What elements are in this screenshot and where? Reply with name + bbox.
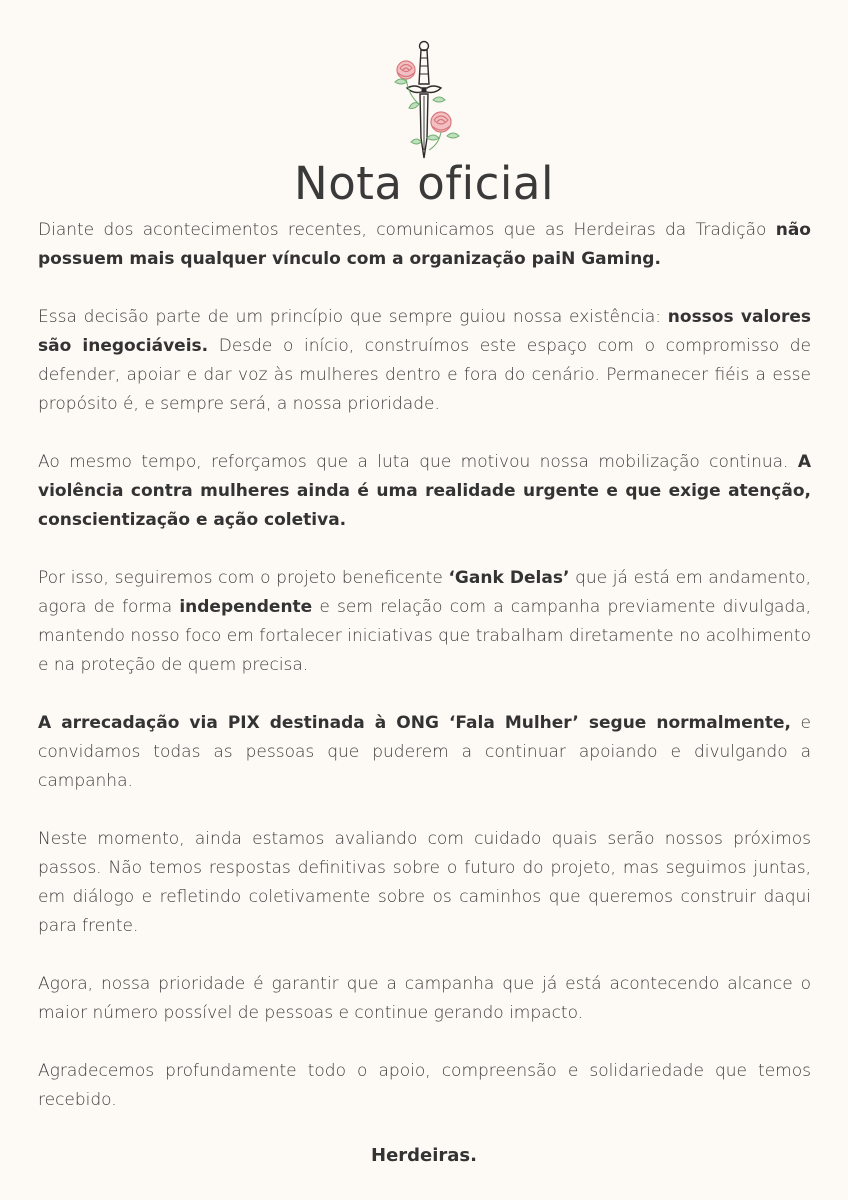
paragraph — [38, 303, 811, 419]
text-segment: Desde o início, construímos este espaço com o compromisso de defender, apoiar e dar voz às mulheres dentro e fora do cenário. Permanecer fiéis a esse propósito é, e sempre será, a nossa prioridade. — [38, 336, 811, 414]
paragraph — [38, 709, 811, 796]
paragraph — [38, 1057, 811, 1115]
emblem-drawing — [383, 38, 467, 164]
signature: Herdeiras. — [371, 1145, 477, 1166]
text-segment: Diante dos acontecimentos recentes, comunicamos que as Herdeiras da Tradição — [38, 220, 776, 240]
paragraph — [38, 970, 811, 1028]
text-segment: Ao mesmo tempo, reforçamos que a luta que motivou nossa mobilização continua. — [38, 452, 798, 472]
paragraph — [38, 216, 811, 274]
text-segment-bold: A violência contra mulheres ainda é uma realidade urgente e que exige atenção, conscientização e ação coletiva. — [38, 452, 811, 530]
text-segment-bold: nossos valores são inegociáveis. — [38, 307, 812, 356]
text-segment: e convidamos todas as pessoas que puderem a continuar apoiando e divulgando a campanha. — [38, 713, 811, 791]
text-segment-bold: não possuem mais qualquer vínculo com a organização paiN Gaming. — [38, 220, 811, 269]
dagger-with-roses-icon — [383, 38, 467, 164]
text-segment: Agradecemos profundamente todo o apoio, compreensão e solidariedade que temos recebido. — [38, 1061, 811, 1110]
paragraph — [38, 564, 811, 680]
upper-rose — [397, 61, 415, 79]
text-segment-bold: A arrecadação via PIX destinada à ONG ‘Fala Mulher’ segue normalmente, — [38, 713, 792, 733]
text-segment: e sem relação com a campanha previamente divulgada, mantendo nosso foco em fortalecer iniciativas que trabalham diretamente no acolhimento e na proteção de quem precisa. — [38, 597, 811, 675]
paragraph — [38, 448, 811, 535]
text-segment: Agora, nossa prioridade é garantir que a campanha que já está acontecendo alcance o maior número possível de pessoas e continue gerando impacto. — [38, 974, 811, 1023]
text-segment: Neste momento, ainda estamos avaliando com cuidado quais serão nossos próximos passos. Não temos respostas definitivas sobre o futuro do projeto, mas seguimos juntas, em diálogo e refletindo coletivamente sobre os caminhos que queremos construir daqui para frente. — [38, 829, 811, 936]
lower-rose — [431, 112, 451, 132]
text-segment: Essa decisão parte de um princípio que sempre guiou nossa existência: — [38, 307, 668, 327]
paragraph — [38, 825, 811, 941]
text-segment-bold: independente — [179, 597, 313, 617]
note-body — [38, 216, 811, 1115]
text-segment: Por isso, seguiremos com o projeto beneficente — [38, 568, 449, 588]
text-segment: que já está em andamento, agora de forma — [38, 568, 811, 617]
text-segment-bold: ‘Gank Delas’ — [448, 568, 570, 588]
page-title: Nota oficial — [294, 157, 554, 210]
